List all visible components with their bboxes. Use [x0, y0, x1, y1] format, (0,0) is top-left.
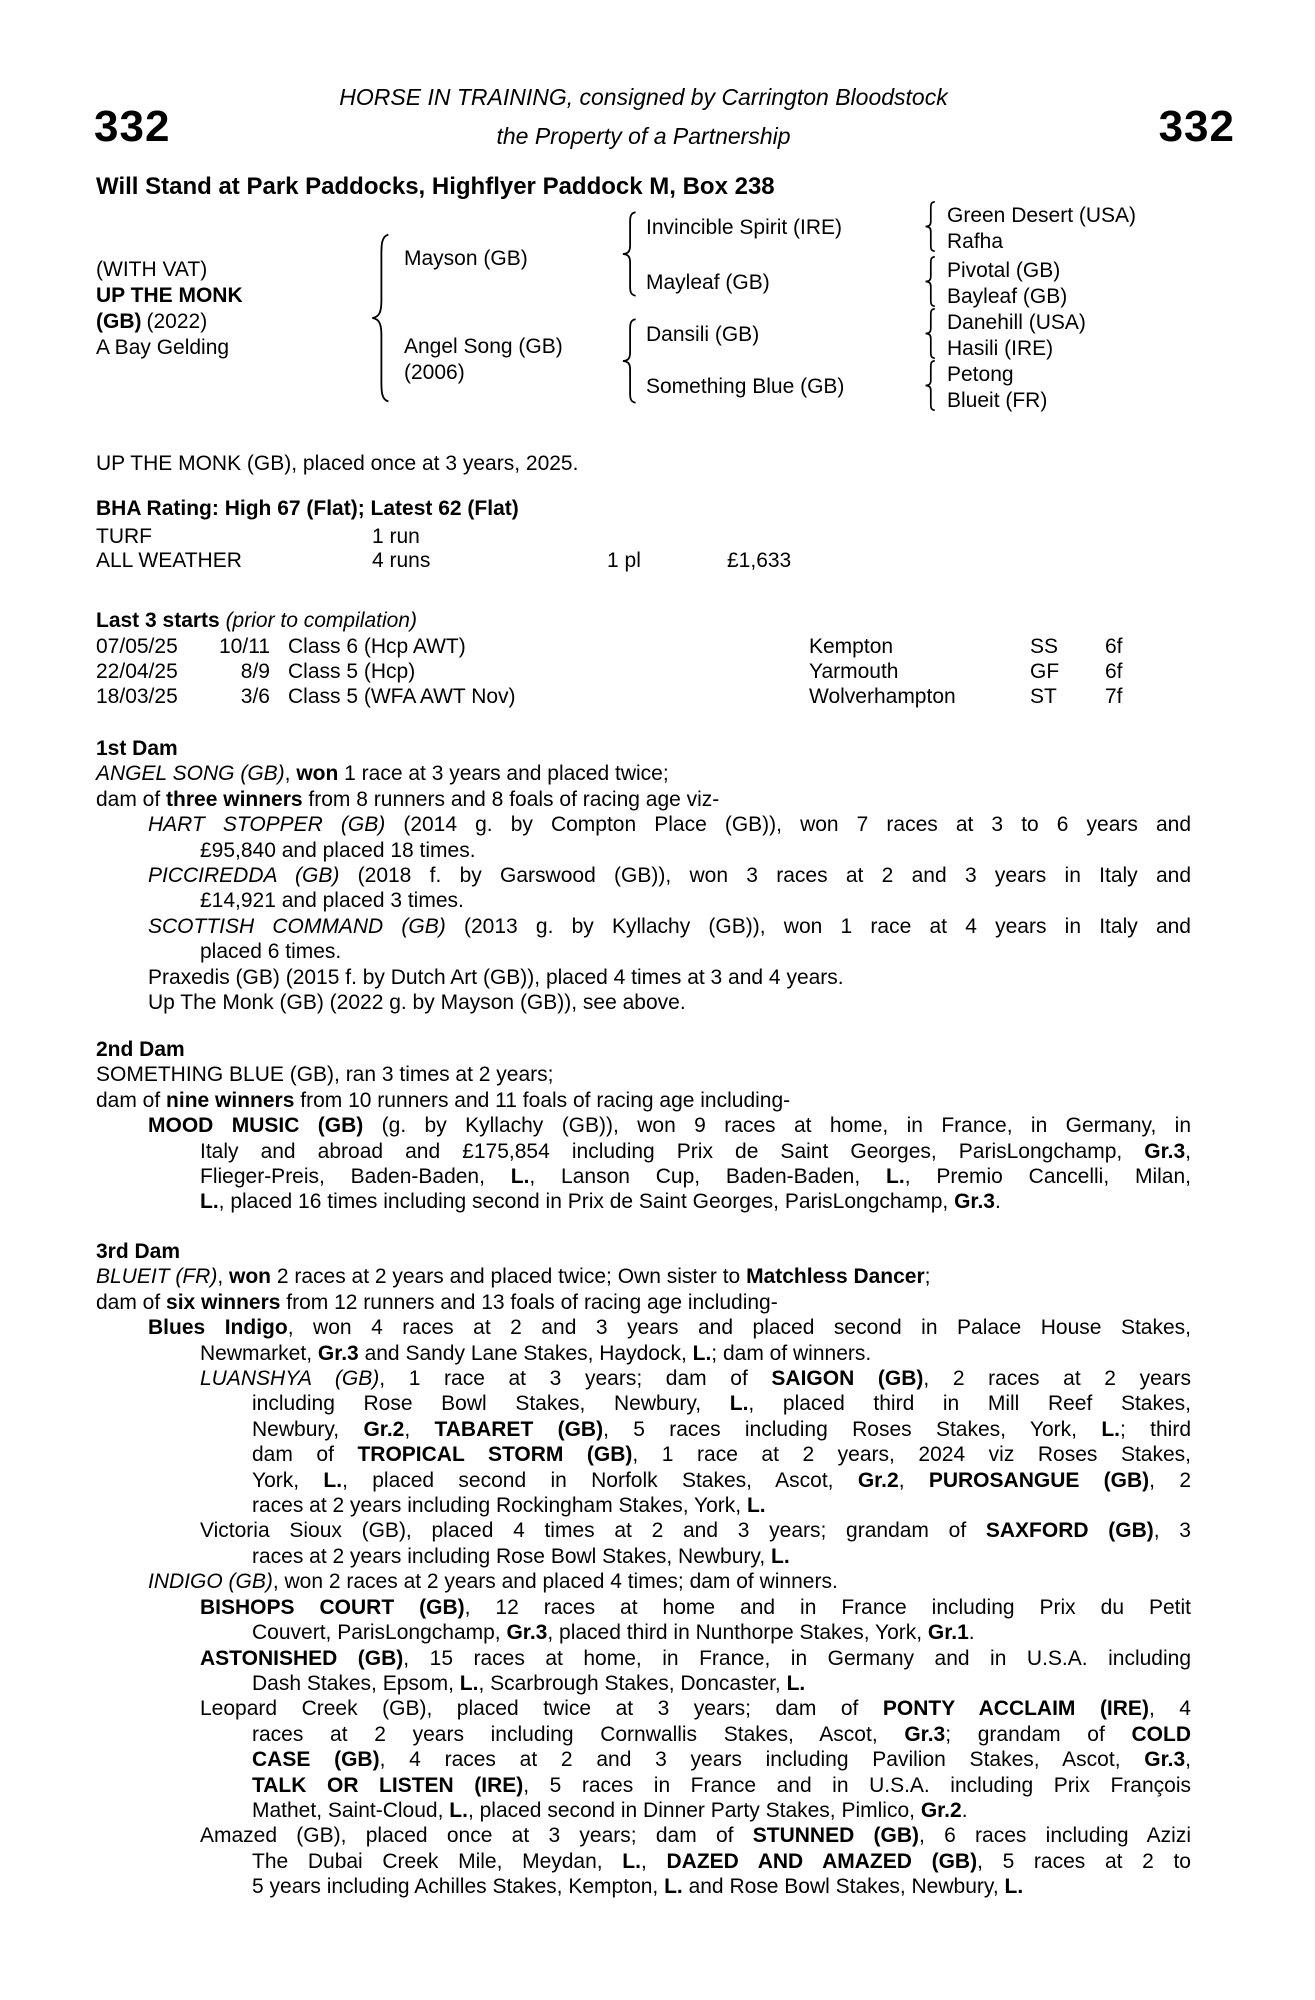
consignment-title: HORSE IN TRAINING, consigned by Carrington Bloodstock [339, 84, 948, 110]
start-position: 3/6 [240, 685, 270, 708]
catalogue-text-line: 5 years including Achilles Stakes, Kempton, L. and Rose Bowl Stakes, Newbury, L. [252, 1875, 1024, 1899]
race-summary: UP THE MONK (GB), placed once at 3 years, 2025. [96, 452, 579, 475]
dam-dam-name: Something Blue (GB) [646, 375, 845, 398]
pedigree-brace-gen3-3 [922, 308, 938, 359]
gen3-name: Green Desert (USA) [947, 204, 1137, 227]
catalogue-text-line: SOMETHING BLUE (GB), ran 3 times at 2 years; [96, 1063, 554, 1087]
catalogue-text-line: Newmarket, Gr.3 and Sandy Lane Stakes, Haydock, L.; dam of winners. [200, 1341, 872, 1365]
last-starts-heading [96, 609, 417, 633]
last-starts-title: Last 3 starts [96, 609, 220, 632]
start-course: Yarmouth [809, 660, 899, 683]
dam-year: (2006) [404, 361, 465, 384]
gen3-name: Bayleaf (GB) [947, 285, 1068, 308]
bha-rating: BHA Rating: High 67 (Flat); Latest 62 (Flat) [96, 497, 519, 520]
catalogue-text-line: INDIGO (GB), won 2 races at 2 years and placed 4 times; dam of winners. [148, 1570, 838, 1594]
catalogue-text-line: dam of nine winners from 10 runners and 11 foals of racing age including- [96, 1088, 791, 1112]
start-class: Class 6 (Hcp AWT) [288, 635, 466, 658]
start-position: 8/9 [240, 660, 270, 683]
catalogue-text-line: Victoria Sioux (GB), placed 4 times at 2 and 3 years; grandam of SAXFORD (GB), 3 [200, 1519, 1191, 1543]
start-course: Wolverhampton [809, 685, 956, 708]
gen3-name: Rafha [947, 230, 1004, 253]
gen3-name: Danehill (USA) [947, 311, 1086, 334]
pedigree-brace-gen1 [366, 232, 394, 404]
catalogue-text-line: including Rose Bowl Stakes, Newbury, L., placed third in Mill Reef Stakes, [252, 1392, 1191, 1416]
pedigree-tree [0, 0, 1315, 430]
start-going: GF [1030, 660, 1060, 683]
vat-note: (WITH VAT) [96, 258, 208, 281]
catalogue-text-line: Flieger-Preis, Baden-Baden, L., Lanson Cup, Baden-Baden, L., Premio Cancelli, Milan, [200, 1165, 1192, 1189]
catalogue-text-line: Praxedis (GB) (2015 f. by Dutch Art (GB)), placed 4 times at 3 and 4 years. [148, 965, 844, 989]
catalogue-text-line: Leopard Creek (GB), placed twice at 3 years; dam of PONTY ACCLAIM (IRE), 4 [200, 1697, 1191, 1721]
gen3-name: Pivotal (GB) [947, 259, 1061, 282]
pedigree-brace-gen3-4 [922, 360, 938, 411]
catalogue-text-line: dam of TROPICAL STORM (GB), 1 race at 2 years, 2024 viz Roses Stakes, [252, 1443, 1191, 1467]
catalogue-text-line: BISHOPS COURT (GB), 12 races at home and in France including Prix du Petit [200, 1595, 1191, 1619]
start-date: 07/05/25 [96, 635, 178, 658]
catalogue-text-line: £14,921 and placed 3 times. [200, 889, 464, 913]
lot-number-left: 332 [94, 102, 171, 151]
catalogue-text-line: L., placed 16 times including second in Prix de Saint Georges, ParisLongchamp, Gr.3. [200, 1190, 1001, 1214]
catalogue-text-line: ASTONISHED (GB), 15 races at home, in France, in Germany and in U.S.A. including [200, 1646, 1191, 1670]
catalogue-text-line: races at 2 years including Rose Bowl Stakes, Newbury, L. [252, 1544, 790, 1568]
catalogue-text-line: MOOD MUSIC (GB) (g. by Kyllachy (GB)), won 9 races at home, in France, in Germany, in [148, 1114, 1192, 1138]
catalogue-text-line: BLUEIT (FR), won 2 races at 2 years and placed twice; Own sister to Matchless Dancer; [96, 1265, 931, 1289]
sire-name: Mayson (GB) [404, 247, 528, 270]
start-class: Class 5 (Hcp) [288, 660, 416, 683]
start-distance: 7f [1105, 685, 1123, 708]
start-position: 10/11 [219, 635, 270, 658]
sire-dam-name: Mayleaf (GB) [646, 271, 770, 294]
dam-name: Angel Song (GB) [404, 335, 563, 358]
catalogue-text-line: PICCIREDDA (GB) (2018 f. by Garswood (GB)), won 3 races at 2 and 3 years in Italy and [148, 864, 1191, 888]
dam-section [96, 736, 1191, 1015]
runs-value: 1 run [372, 525, 420, 548]
property-line: the Property of a Partnership [496, 123, 791, 149]
horse-name: UP THE MONK [96, 284, 243, 307]
dam-sire-name: Dansili (GB) [646, 323, 760, 346]
catalogue-text-line: £95,840 and placed 18 times. [200, 838, 476, 862]
surface-label: ALL WEATHER [96, 549, 242, 572]
catalogue-text-line: CASE (GB), 4 races at 2 and 3 years including Pavilion Stakes, Ascot, Gr.3, [252, 1748, 1191, 1772]
gen3-name: Petong [947, 363, 1014, 386]
catalogue-text-line: SCOTTISH COMMAND (GB) (2013 g. by Kyllachy (GB)), won 1 race at 4 years in Italy and [148, 914, 1191, 938]
pedigree-brace-dam [618, 318, 640, 404]
catalogue-text-line: dam of six winners from 12 runners and 13 foals of racing age including- [96, 1290, 778, 1314]
catalogue-text-line: Amazed (GB), placed once at 3 years; dam of STUNNED (GB), 6 races including Azizi [200, 1824, 1192, 1848]
dam-section-heading: 2nd Dam [96, 1038, 185, 1061]
catalogue-text-line: York, L., placed second in Norfolk Stakes, Ascot, Gr.2, PUROSANGUE (GB), 2 [252, 1468, 1192, 1492]
runs-value: 4 runs [372, 549, 431, 572]
dam-section-heading: 3rd Dam [96, 1240, 181, 1263]
catalogue-text-line: Couvert, ParisLongchamp, Gr.3, placed third in Nunthorpe Stakes, York, Gr.1. [252, 1621, 975, 1645]
stand-location: Will Stand at Park Paddocks, Highflyer Paddock M, Box 238 [96, 173, 775, 200]
catalogue-text-line: The Dubai Creek Mile, Meydan, L., DAZED AND AMAZED (GB), 5 races at 2 to [252, 1849, 1191, 1873]
placed-value: 1 pl [607, 549, 641, 572]
catalogue-text-line: Dash Stakes, Epsom, L., Scarbrough Stakes, Doncaster, L. [252, 1671, 806, 1695]
gen3-name: Blueit (FR) [947, 389, 1048, 412]
last-starts-subtitle: (prior to compilation) [219, 609, 417, 632]
catalogue-text-line: Mathet, Saint-Cloud, L., placed second in Dinner Party Stakes, Pimlico, Gr.2. [252, 1798, 968, 1822]
dam-section [96, 1239, 1191, 1900]
catalogue-text-line: dam of three winners from 8 runners and 8 foals of racing age viz- [96, 787, 720, 811]
pedigree-brace-gen3-1 [922, 201, 938, 252]
earnings-value: £1,633 [727, 549, 792, 572]
start-class: Class 5 (WFA AWT Nov) [288, 685, 516, 708]
lot-number-right: 332 [1158, 102, 1235, 151]
start-course: Kempton [809, 635, 894, 658]
catalogue-text-line: races at 2 years including Cornwallis Stakes, Ascot, Gr.3; grandam of COLD [252, 1722, 1191, 1746]
surface-label: TURF [96, 525, 152, 548]
horse-description: A Bay Gelding [96, 336, 230, 359]
catalogue-text-line: Blues Indigo, won 4 races at 2 and 3 years and placed second in Palace House Stakes, [148, 1316, 1191, 1340]
pedigree-brace-sire [618, 211, 640, 297]
horse-suffix-year: (GB) (2022) [96, 310, 208, 333]
sire-sire-name: Invincible Spirit (IRE) [646, 216, 843, 239]
dam-section [96, 1037, 1191, 1215]
catalogue-text-line: Newbury, Gr.2, TABARET (GB), 5 races including Roses Stakes, York, L.; third [252, 1417, 1192, 1441]
gen3-name: Hasili (IRE) [947, 337, 1054, 360]
catalogue-text-line: placed 6 times. [200, 940, 342, 964]
start-distance: 6f [1105, 635, 1123, 658]
catalogue-text-line: TALK OR LISTEN (IRE), 5 races in France and in U.S.A. including Prix François [252, 1773, 1191, 1797]
catalogue-text-line: Up The Monk (GB) (2022 g. by Mayson (GB)), see above. [148, 991, 686, 1015]
start-date: 18/03/25 [96, 685, 178, 708]
start-distance: 6f [1105, 660, 1123, 683]
start-going: SS [1030, 635, 1059, 658]
catalogue-text-line: LUANSHYA (GB), 1 race at 3 years; dam of SAIGON (GB), 2 races at 2 years [200, 1367, 1191, 1391]
catalogue-text-line: Italy and abroad and £175,854 including Prix de Saint Georges, ParisLongchamp, Gr.3, [200, 1139, 1191, 1163]
start-date: 22/04/25 [96, 660, 178, 683]
catalogue-text-line: races at 2 years including Rockingham Stakes, York, L. [252, 1494, 766, 1518]
start-going: ST [1030, 685, 1057, 708]
dam-section-heading: 1st Dam [96, 737, 178, 760]
catalogue-text-line: HART STOPPER (GB) (2014 g. by Compton Place (GB)), won 7 races at 3 to 6 years and [148, 813, 1191, 837]
pedigree-brace-gen3-2 [922, 256, 938, 307]
catalogue-text-line: ANGEL SONG (GB), won 1 race at 3 years and placed twice; [96, 762, 669, 786]
